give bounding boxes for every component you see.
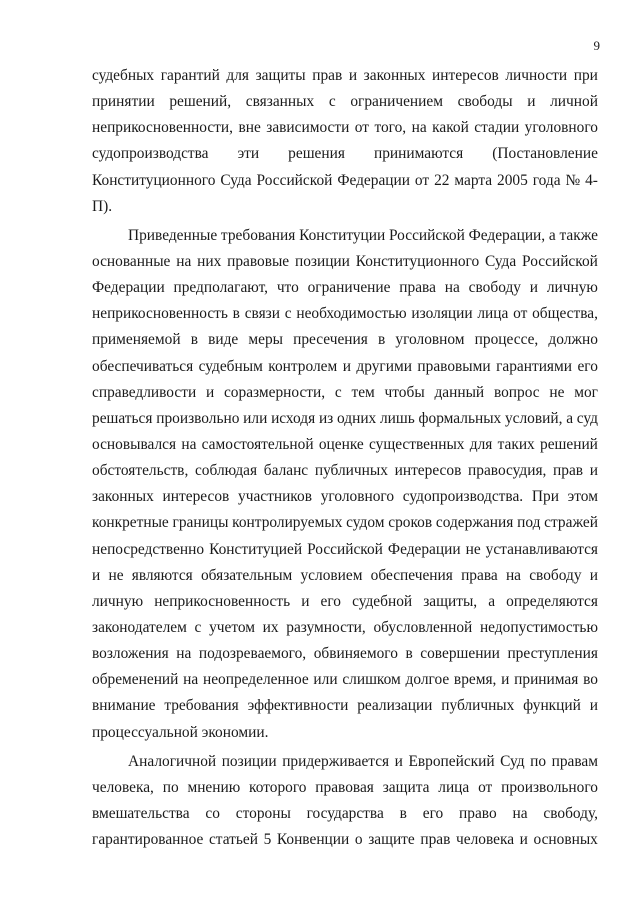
text-line	[92, 168, 598, 194]
word: 2005	[497, 171, 528, 189]
word: от	[414, 171, 430, 189]
text-line	[92, 275, 598, 301]
text-line	[92, 63, 598, 89]
word: Федерации	[337, 171, 410, 189]
word: П).	[92, 197, 113, 215]
word: его	[577, 357, 598, 375]
word: виде	[208, 331, 239, 349]
word: стороны	[235, 804, 291, 822]
word: основных	[533, 831, 598, 849]
word: в	[405, 645, 413, 663]
word: года	[532, 171, 561, 189]
text-line	[92, 720, 598, 746]
word: неприкосновенность	[154, 592, 291, 610]
word: уголовного	[524, 119, 598, 137]
text-line	[92, 775, 598, 801]
word: в	[399, 804, 407, 822]
text-line	[92, 563, 598, 589]
word: возложения	[92, 645, 169, 663]
word: в	[190, 331, 198, 349]
word: судебных	[92, 67, 155, 84]
word: контролируемых	[232, 514, 343, 532]
word: справедливости	[92, 383, 197, 401]
word: и	[589, 566, 598, 584]
word: Конвенции	[276, 831, 350, 849]
word: и	[342, 357, 351, 375]
word: защиты	[255, 67, 306, 84]
text-line	[92, 749, 598, 775]
text-line	[92, 115, 598, 141]
word: человека	[456, 831, 515, 849]
word: Российской	[389, 226, 465, 244]
word: правосудия,	[468, 462, 547, 480]
word: судебной	[352, 592, 413, 610]
word: с	[284, 305, 292, 323]
word: свободу	[468, 279, 521, 297]
word: права	[399, 279, 436, 297]
text-line	[92, 537, 598, 563]
word: существенных	[369, 435, 465, 453]
word: процессуальной	[92, 723, 198, 741]
word: общества,	[532, 305, 598, 323]
word: по	[530, 752, 547, 770]
word: правовая	[315, 778, 374, 796]
word: и	[205, 383, 215, 401]
word: с	[194, 618, 202, 636]
word: самостоятельной	[201, 435, 314, 453]
word: неприкосновенности,	[92, 119, 233, 137]
word: 4-	[585, 171, 598, 189]
word: стражей	[544, 514, 598, 532]
word: долгое	[405, 671, 450, 689]
word: другими	[356, 357, 412, 375]
word: не	[108, 566, 124, 584]
word: какой	[432, 119, 469, 137]
text-line	[92, 141, 598, 167]
word: свободу,	[543, 804, 598, 822]
word: учетом	[209, 618, 255, 636]
body-text	[92, 63, 598, 853]
paragraph	[92, 749, 598, 854]
word: а	[488, 592, 496, 610]
text-line	[92, 827, 598, 853]
word: вмешательства	[92, 804, 190, 822]
word: применяемой	[92, 331, 181, 349]
word: лица	[477, 305, 509, 323]
word: требования	[220, 226, 296, 244]
word: защита	[382, 778, 430, 796]
word: неопределенное	[202, 671, 309, 689]
word: суд	[576, 409, 598, 427]
word: правовые	[227, 252, 290, 270]
word: стадии	[474, 119, 520, 137]
word: баланс	[263, 462, 309, 480]
word: прав	[312, 67, 343, 84]
word: с	[334, 383, 342, 401]
word: таких	[497, 435, 535, 453]
word: законных	[92, 488, 154, 506]
word: публичных	[441, 697, 515, 715]
word: интересов	[162, 488, 230, 506]
word: обеспечения	[370, 566, 453, 584]
text-line	[92, 667, 598, 693]
text-line	[92, 432, 598, 458]
word: законных	[363, 67, 426, 84]
word: Аналогичной	[128, 752, 217, 770]
word: время,	[453, 671, 497, 689]
word: законодателем	[92, 618, 187, 636]
word: решения	[288, 145, 345, 163]
text-line	[92, 510, 598, 536]
word: прав	[553, 462, 584, 480]
word: необходимостью	[296, 305, 407, 323]
word: статьей	[208, 831, 258, 849]
word: обременений	[92, 671, 179, 689]
paragraph	[92, 223, 598, 746]
word: интересов	[432, 67, 499, 84]
word: вне	[238, 119, 261, 137]
word: процессе,	[474, 331, 539, 349]
word: принятии	[92, 93, 155, 111]
text-line	[92, 223, 598, 249]
word: Европейский	[408, 752, 495, 770]
word: Суд	[500, 752, 525, 770]
word: мнению	[187, 778, 241, 796]
word: слишком	[342, 671, 401, 689]
word: личную	[546, 279, 598, 297]
word: свободу	[529, 566, 582, 584]
word: формальных	[418, 409, 502, 427]
word: которого	[249, 778, 307, 796]
word: функций	[523, 697, 581, 715]
word: в	[232, 305, 240, 323]
text-line	[92, 301, 598, 327]
word: содержания	[435, 514, 514, 532]
word: недопустимостью	[479, 618, 598, 636]
word: мог	[574, 383, 598, 401]
word: сроков	[388, 514, 433, 532]
word: и	[301, 592, 310, 610]
word: участников	[238, 488, 312, 506]
word: уголовном	[395, 331, 465, 349]
word: (Постановление	[492, 145, 598, 163]
word: Конституционного	[92, 171, 216, 189]
word: реализации	[357, 697, 433, 715]
word: данный	[434, 383, 485, 401]
word: Конституционного	[355, 252, 480, 270]
text-line	[92, 406, 598, 432]
word: условий,	[504, 409, 563, 427]
word: Федерации	[92, 279, 165, 297]
word: от	[513, 305, 528, 323]
word: что	[276, 279, 299, 297]
word: принимаются	[373, 145, 464, 163]
word: правам	[551, 752, 598, 770]
word: и	[348, 67, 358, 84]
word: а	[566, 409, 574, 427]
word: прав	[420, 831, 451, 849]
word: при	[573, 67, 598, 84]
word: личности	[505, 67, 568, 84]
word: пресечения	[293, 331, 368, 349]
word: Конституцией	[209, 540, 303, 558]
word: того,	[374, 119, 407, 137]
word: Федерации	[387, 540, 461, 558]
word: их	[262, 618, 279, 636]
word: человека,	[92, 778, 154, 796]
word: экономии.	[201, 723, 269, 741]
word: Российской	[307, 540, 383, 558]
word: исходя	[271, 409, 316, 427]
word: свободы	[457, 93, 513, 111]
word: меры	[248, 331, 283, 349]
word: №	[565, 171, 581, 189]
word: на	[176, 645, 192, 663]
word: подозреваемого,	[198, 645, 307, 663]
word: защите	[368, 831, 415, 849]
text-line	[92, 89, 598, 115]
word: требования	[164, 697, 239, 715]
word: и	[394, 752, 403, 770]
word: внимание	[92, 697, 156, 715]
word: гарантиями	[496, 357, 572, 375]
word: и	[529, 279, 539, 297]
word: При	[531, 488, 559, 506]
word: под	[517, 514, 541, 532]
word: не	[465, 540, 481, 558]
word: оценке	[318, 435, 364, 453]
word: обязательным	[200, 566, 293, 584]
word: по	[162, 778, 179, 796]
word: Российской	[522, 252, 598, 270]
text-line	[92, 380, 598, 406]
word: обстоятельств,	[92, 462, 189, 480]
word: позиции	[221, 752, 277, 770]
word: них	[197, 252, 222, 270]
word: решаться	[92, 409, 153, 427]
word: соразмерности,	[223, 383, 326, 401]
paragraph	[92, 63, 598, 220]
word: гарантий	[160, 67, 220, 84]
word: от	[478, 778, 493, 796]
word: личную	[92, 592, 144, 610]
text-line	[92, 484, 598, 510]
word: не	[549, 383, 565, 401]
word: произвольного	[501, 778, 598, 796]
word: контролем	[268, 357, 338, 375]
word: и	[589, 697, 598, 715]
word: произвольно	[156, 409, 240, 427]
word: его	[422, 804, 444, 822]
word: одних	[337, 409, 377, 427]
word: на	[505, 566, 522, 584]
word: судопроизводства	[92, 145, 209, 163]
text-line	[92, 801, 598, 827]
word: лишь	[380, 409, 415, 427]
word: защиты,	[423, 592, 478, 610]
word: судом	[346, 514, 385, 532]
text-line	[92, 693, 598, 719]
word: связанных	[245, 93, 315, 111]
word: Конституции	[299, 226, 386, 244]
word: на	[183, 671, 199, 689]
word: определяются	[506, 592, 598, 610]
word: ограничение	[307, 279, 391, 297]
page-number: 9	[593, 38, 600, 53]
word: государства	[306, 804, 384, 822]
word: для	[469, 435, 493, 453]
word: правовыми	[417, 357, 491, 375]
word: и	[501, 671, 510, 689]
word: Российской	[256, 171, 333, 189]
word: границы	[172, 514, 229, 532]
word: преступления	[507, 645, 598, 663]
word: на	[411, 119, 427, 137]
word: должно	[548, 331, 598, 349]
word: непосредственно	[92, 540, 205, 558]
word: или	[243, 409, 268, 427]
word: интересов	[394, 462, 462, 480]
word: связи	[244, 305, 280, 323]
word: 22	[434, 171, 450, 189]
word: о	[354, 831, 363, 849]
word: во	[583, 671, 598, 689]
word: Суда	[220, 171, 252, 189]
word: его	[320, 592, 342, 610]
word: на	[176, 252, 192, 270]
word: также	[559, 226, 598, 244]
word: разумности,	[286, 618, 366, 636]
word: Федерации,	[468, 226, 546, 244]
word: лица	[438, 778, 470, 796]
word: вопрос	[493, 383, 540, 401]
word: основанные	[92, 252, 171, 270]
word: на	[181, 435, 197, 453]
word: на	[512, 804, 528, 822]
word: предполагают,	[173, 279, 268, 297]
word: придерживается	[282, 752, 390, 770]
word: изоляции	[411, 305, 473, 323]
word: с	[328, 93, 336, 111]
text-line	[92, 249, 598, 275]
word: из	[318, 409, 334, 427]
word: решений	[540, 435, 598, 453]
text-line	[92, 194, 598, 220]
word: и	[92, 566, 101, 584]
text-line	[92, 615, 598, 641]
word: в	[378, 331, 386, 349]
word: и	[589, 462, 598, 480]
word: и	[519, 831, 528, 849]
word: являются	[131, 566, 193, 584]
word: уголовного	[320, 488, 395, 506]
word: обусловленной	[373, 618, 473, 636]
word: обеспечиваться	[92, 357, 194, 375]
word: неприкосновенность	[92, 305, 228, 323]
word: Суда	[484, 252, 517, 270]
word: 5	[263, 831, 272, 849]
word: условием	[300, 566, 363, 584]
word: права	[461, 566, 498, 584]
word: публичных	[314, 462, 388, 480]
word: судебным	[198, 357, 263, 375]
word: от	[354, 119, 369, 137]
text-line	[92, 641, 598, 667]
word: зависимости	[266, 119, 350, 137]
word: эффективности	[247, 697, 349, 715]
word: а	[548, 226, 556, 244]
text-line	[92, 458, 598, 484]
word: решений,	[169, 93, 232, 111]
word: эти	[237, 145, 260, 163]
word: позиции	[294, 252, 350, 270]
word: право	[459, 804, 497, 822]
word: обвиняемого	[313, 645, 398, 663]
word: или	[313, 671, 338, 689]
word: основывался	[92, 435, 177, 453]
word: соблюдая	[194, 462, 258, 480]
text-line	[92, 589, 598, 615]
word: принимая	[514, 671, 579, 689]
text-line	[92, 354, 598, 380]
word: марта	[454, 171, 493, 189]
word: Приведенные	[128, 226, 218, 244]
word: этом	[567, 488, 598, 506]
word: совершении	[420, 645, 500, 663]
word: чтобы	[384, 383, 425, 401]
word: устанавливаются	[485, 540, 598, 558]
word: со	[205, 804, 220, 822]
word: судопроизводства.	[402, 488, 524, 506]
word: тем	[351, 383, 375, 401]
word: на	[444, 279, 460, 297]
word: и	[527, 93, 536, 111]
text-line	[92, 327, 598, 353]
word: ограничением	[350, 93, 443, 111]
word: конкретные	[92, 514, 169, 532]
word: для	[226, 67, 249, 84]
word: гарантированное	[92, 831, 204, 849]
word: личной	[550, 93, 598, 111]
